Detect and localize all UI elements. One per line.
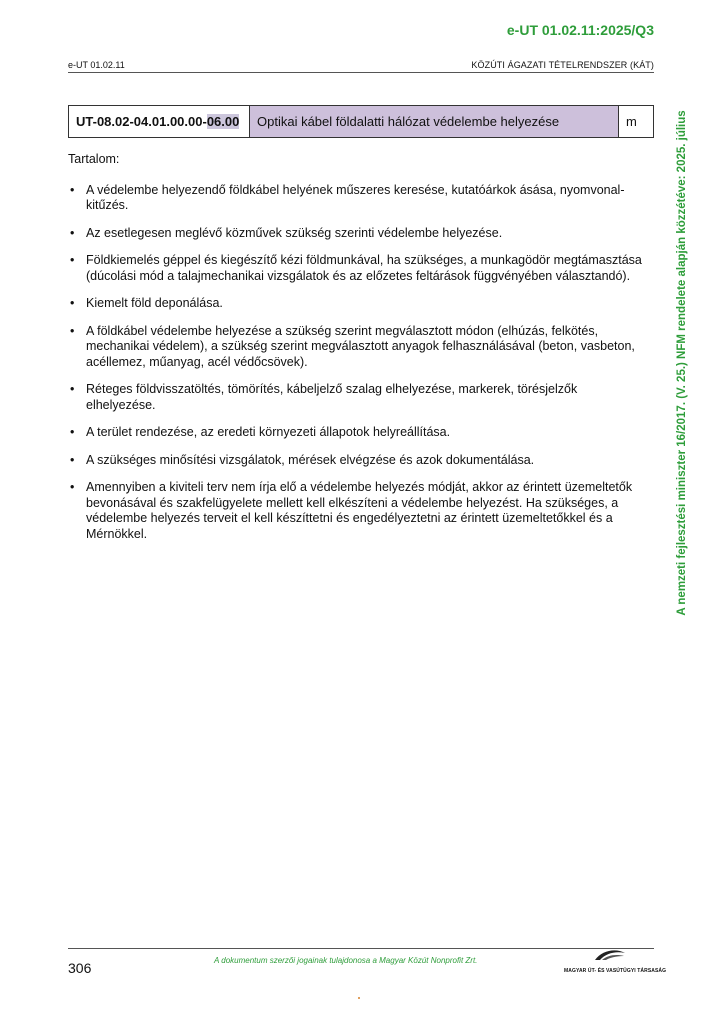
- side-note-text: A nemzeti fejlesztési miniszter 16/2017. (V. 25.) NFM rendelete alapján közzétéve: 2025. július: [676, 109, 688, 616]
- header-left-label: e-UT 01.02.11: [68, 60, 125, 70]
- list-item-text: Földkiemelés géppel és kiegészítő kézi földmunkával, ha szükséges, a munkagödör megtámasztása (dúcolási mód a talajmechanikai vizsgálatok és az előzetes feltárások függvényében választandó).: [86, 253, 642, 283]
- content-bullet-list: [68, 183, 646, 543]
- bullet-icon: •: [70, 452, 75, 467]
- bullet-icon: •: [70, 296, 75, 310]
- page-number: 306: [68, 960, 92, 976]
- list-item-text: Kiemelt föld deponálása.: [86, 296, 223, 310]
- list-item: [68, 425, 646, 441]
- item-code-suffix: 06.00: [206, 114, 240, 129]
- bullet-icon: •: [70, 323, 75, 338]
- company-logo: [564, 948, 667, 974]
- list-item: [68, 253, 646, 284]
- logo-swoosh-icon: [594, 948, 626, 962]
- list-item-text: Az esetlegesen meglévő közművek szükség szerinti védelembe helyezése.: [86, 225, 503, 240]
- bullet-icon: •: [70, 182, 75, 197]
- bullet-icon: •: [70, 480, 75, 494]
- item-code-cell: [69, 106, 250, 138]
- bullet-icon: •: [70, 425, 75, 439]
- bullet-icon: •: [70, 382, 75, 396]
- header-divider: [68, 72, 654, 73]
- item-unit-cell: m: [619, 106, 654, 138]
- document-code: e-UT 01.02.11:2025/Q3: [506, 22, 654, 38]
- item-description-cell: Optikai kábel földalatti hálózat védelembe helyezése: [250, 106, 619, 138]
- list-item: [68, 183, 646, 214]
- bullet-icon: •: [70, 225, 75, 240]
- list-item: [68, 296, 646, 312]
- item-code-prefix: UT-08.02-04.01.00.00-: [76, 114, 207, 129]
- item-row: [69, 106, 654, 138]
- decorative-dot: [358, 997, 360, 999]
- list-item: [68, 453, 646, 469]
- list-item-text: A szükséges minősítési vizsgálatok, mérések elvégzése és azok dokumentálása.: [86, 452, 535, 467]
- side-publication-note: [672, 95, 692, 630]
- list-item: [68, 382, 646, 413]
- list-item-text: A terület rendezése, az eredeti környezeti állapotok helyreállítása.: [86, 425, 451, 439]
- bullet-icon: •: [70, 253, 75, 267]
- list-item: [68, 480, 646, 542]
- list-item-text: Réteges földvisszatöltés, tömörítés, kábeljelző szalag elhelyezése, markerek, törésjelzők elhelyezése.: [86, 382, 578, 412]
- logo-text: MAGYAR ÚT- ÉS VASÚTÜGYI TÁRSASÁG: [564, 968, 667, 974]
- item-header-table: [68, 105, 654, 138]
- content-section: [68, 152, 646, 554]
- copyright-notice: A dokumentum szerzői jogainak tulajdonosa a Magyar Közút Nonprofit Zrt.: [214, 956, 478, 965]
- content-heading: Tartalom:: [68, 152, 120, 166]
- header-right-label: KÖZÚTI ÁGAZATI TÉTELRENDSZER (KÁT): [471, 60, 654, 70]
- list-item-text: A földkábel védelembe helyezése a szükség szerint megválasztott módon (elhúzás, felkötés, mechanikai védelem), a szükség szerint megválasztott anyagok felhasználásával (beton, vasbeton, acéllemez, műanyag, acél védőcsövek).: [86, 323, 635, 369]
- list-item-text: A védelembe helyezendő földkábel helyének műszeres keresése, kutatóárkok ásása, nyomvonal-kitűzés.: [86, 182, 625, 212]
- list-item-text: Amennyiben a kiviteli terv nem írja elő a védelembe helyezés módját, akkor az érintett üzemeltetők bevonásával és szakfelügyelete mellett kell elkészíteni a védelembe helyezést. Ha szükséges, a védelembe helyezés terveit el kell készíttetni és engedélyeztetni az érintett üzemeltetőkkel és a Mérnökkel.: [86, 480, 633, 541]
- list-item: [68, 226, 646, 242]
- list-item: [68, 324, 646, 371]
